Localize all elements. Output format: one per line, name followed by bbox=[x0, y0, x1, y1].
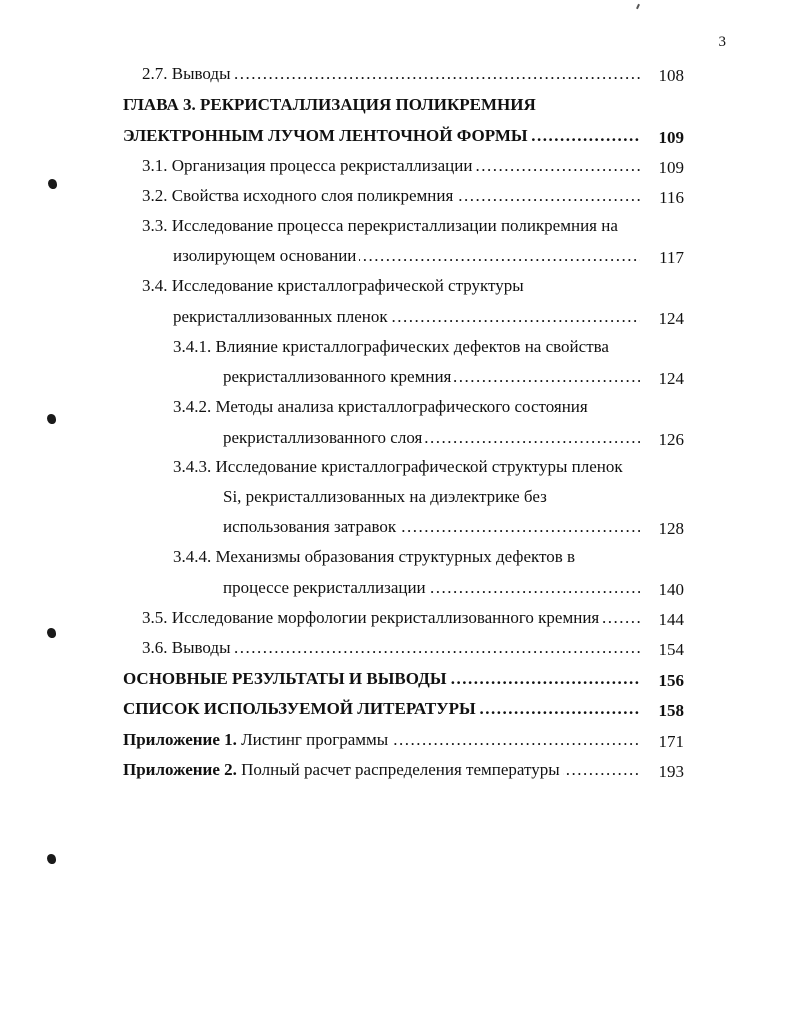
toc-page: 128 bbox=[658, 519, 684, 538]
toc-entry: 2.7. Выводы ..... bbox=[142, 60, 640, 88]
toc-page: 158 bbox=[658, 701, 684, 720]
chapter-heading: ГЛАВА 3. РЕКРИСТАЛЛИЗАЦИЯ ПОЛИКРЕМНИЯ bbox=[123, 91, 643, 119]
page-number: 3 bbox=[718, 34, 726, 50]
toc-page: 109 bbox=[658, 158, 684, 177]
toc-entry: 3.1. Организация процесса рекристаллизации ..... bbox=[142, 152, 640, 180]
appendix-label: Приложение 1. bbox=[123, 730, 237, 749]
toc-page: 124 bbox=[658, 309, 684, 328]
chapter-heading: ЭЛЕКТРОННЫМ ЛУЧОМ ЛЕНТОЧНОЙ ФОРМЫ ..... bbox=[123, 122, 640, 150]
section-heading: СПИСОК ИСПОЛЬЗУЕМОЙ ЛИТЕРАТУРЫ ..... bbox=[123, 695, 640, 723]
toc-subentry: 3.4.4. Механизмы образования структурных дефектов в bbox=[173, 543, 640, 571]
toc-subentry: 3.4.2. Методы анализа кристаллографического состояния bbox=[173, 393, 640, 421]
toc-subentry-continuation: Si, рекристаллизованных на диэлектрике без bbox=[223, 483, 640, 511]
appendix-title: Полный расчет распределения температуры bbox=[241, 760, 560, 779]
toc-page: 154 bbox=[658, 640, 684, 659]
binding-hole-mark bbox=[48, 179, 57, 189]
toc-page: 116 bbox=[659, 188, 684, 207]
toc-entry-continuation: рекристаллизованных пленок ..... bbox=[173, 303, 640, 331]
toc-page: 140 bbox=[658, 580, 684, 599]
toc-subentry-continuation: использования затравок ..... bbox=[223, 513, 640, 541]
scan-speck bbox=[636, 4, 640, 9]
toc-page: 109 bbox=[658, 128, 684, 147]
toc-page: 124 bbox=[658, 369, 684, 388]
toc-subentry-continuation: процессе рекристаллизации ..... bbox=[223, 574, 640, 602]
toc-page: 126 bbox=[658, 430, 684, 449]
section-heading: ОСНОВНЫЕ РЕЗУЛЬТАТЫ И ВЫВОДЫ ..... bbox=[123, 665, 640, 693]
toc-page: 117 bbox=[659, 248, 684, 267]
toc-subentry-continuation: рекристаллизованного кремния ..... bbox=[223, 363, 640, 391]
toc-subentry: 3.4.3. Исследование кристаллографической структуры пленок bbox=[173, 453, 640, 481]
toc-entry: 3.3. Исследование процесса перекристаллизации поликремния на bbox=[142, 212, 640, 240]
binding-hole-mark bbox=[47, 414, 56, 424]
toc-entry: 3.6. Выводы ..... bbox=[142, 634, 640, 662]
appendix-title: Листинг программы bbox=[241, 730, 389, 749]
toc-entry-continuation: изолирующем основании ..... bbox=[173, 242, 640, 270]
binding-hole-mark bbox=[47, 854, 56, 864]
toc-page: 108 bbox=[658, 66, 684, 85]
appendix-entry bbox=[123, 756, 640, 784]
appendix-entry bbox=[123, 726, 640, 754]
toc-subentry: 3.4.1. Влияние кристаллографических дефектов на свойства bbox=[173, 333, 640, 361]
toc-entry: 3.4. Исследование кристаллографической структуры bbox=[142, 272, 640, 300]
toc-subentry-continuation: рекристаллизованного слоя ..... bbox=[223, 424, 640, 452]
appendix-label: Приложение 2. bbox=[123, 760, 237, 779]
toc-page: 144 bbox=[658, 610, 684, 629]
toc-page: 171 bbox=[658, 732, 684, 751]
toc-page: 193 bbox=[658, 762, 684, 781]
toc-entry: 3.2. Свойства исходного слоя поликремния ..... bbox=[142, 182, 640, 210]
binding-hole-mark bbox=[47, 628, 56, 638]
toc-page: 156 bbox=[658, 671, 684, 690]
toc-entry: 3.5. Исследование морфологии рекристаллизованного кремния ..... bbox=[142, 604, 640, 632]
